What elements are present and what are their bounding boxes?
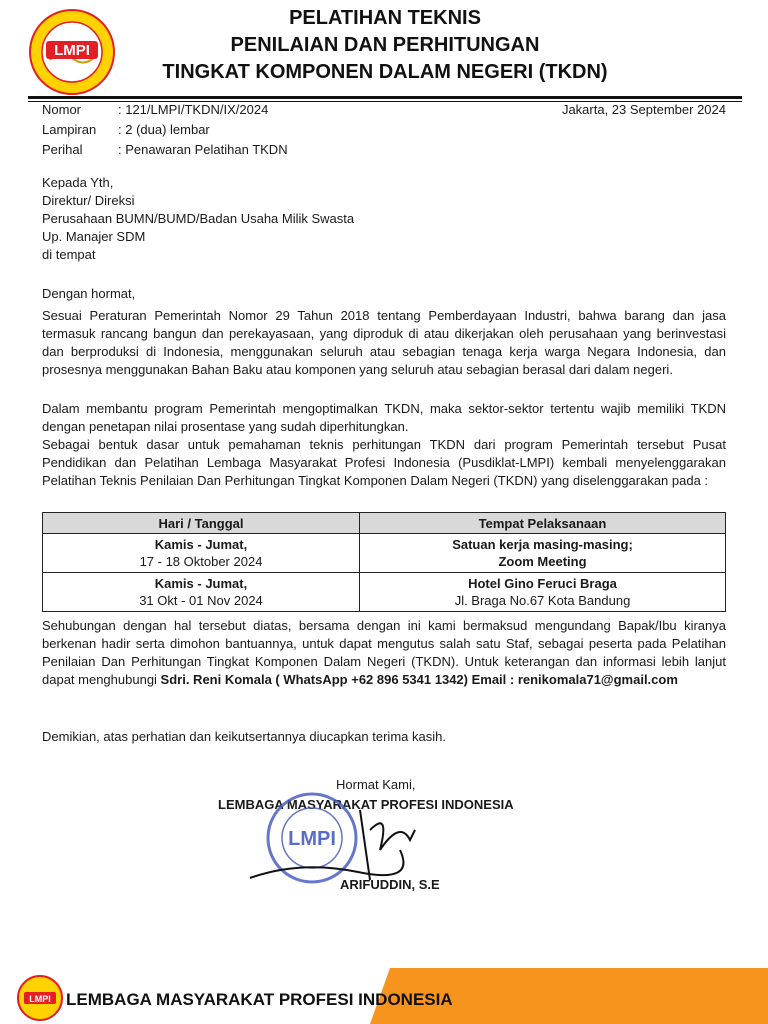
recipient-line: di tempat [42,247,96,262]
body-paragraph-2: Dalam membantu program Pemerintah mengoptimalkan TKDN, maka sektor-sektor tertentu wajib memiliki TKDN dengan penetapan nilai prosentase yang sudah diperhitungkan. [42,401,726,434]
date-text: 17 - 18 Oktober 2024 [139,554,263,569]
letter-meta [42,100,288,160]
recipient-line: Perusahaan BUMN/BUMD/Badan Usaha Milik Swasta [42,211,355,226]
header-rule [28,96,742,99]
signature-org: LEMBAGA MASYARAKAT PROFESI INDONESIA [218,797,514,812]
table-header-row [43,513,726,534]
perihal-value: : Penawaran Pelatihan TKDN [118,142,288,157]
place-text: Zoom Meeting [498,554,587,569]
recipient-line: Up. Manajer SDM [42,229,146,244]
lampiran-label: Lampiran [42,122,97,137]
table-row [43,573,726,612]
header-date: Hari / Tanggal [43,513,360,534]
day-text: Kamis - Jumat, [154,576,248,591]
stamp-text: LMPI [288,828,336,850]
footer-org: LEMBAGA MASYARAKAT PROFESI INDONESIA [66,990,453,1009]
place-text: Hotel Gino Feruci Braga [468,576,617,591]
perihal-label: Perihal [42,142,83,157]
recipient-block [42,174,354,264]
date-cell [43,573,360,612]
recipient-line: Kepada Yth, [42,175,114,190]
place-date: Jakarta, 23 September 2024 [561,102,726,117]
lmpi-logo [26,8,118,96]
contact-info: Sdri. Reni Komala ( WhatsApp +62 896 5341 1342) Email : renikomala71@gmail.com [160,672,678,687]
place-cell [360,573,726,612]
date-text: 31 Okt - 01 Nov 2024 [139,593,263,608]
logo-text: LMPI [54,42,90,59]
nomor-label: Nomor [42,102,82,117]
day-text: Kamis - Jumat, [154,537,248,552]
title-line-2: PENILAIAN DAN PERHITUNGAN [230,34,540,56]
recipient-line: Direktur/ Direksi [42,193,135,208]
footer-logo-text: LMPI [29,994,51,1004]
place-text: Satuan kerja masing-masing; [452,537,633,552]
title-line-1: PELATIHAN TEKNIS [289,7,481,29]
lampiran-value: : 2 (dua) lembar [118,122,210,137]
table-row [43,534,726,573]
date-cell [43,534,360,573]
signer-name: ARIFUDDIN, S.E [340,877,440,892]
place-cell [360,534,726,573]
header-place: Tempat Pelaksanaan [360,513,726,534]
body-paragraph-3: Sebagai bentuk dasar untuk pemahaman teknis perhitungan TKDN dari program Pemerintah tersebut Pusat Pendidikan dan Pelatihan Lembaga Masyarakat Profesi Indonesia (Pusdiklat-LMPI) kembali menyelenggarakan Pelatihan Teknis Penilaian Dan Perhitungan Tingkat Komponen Dalam Negeri (TKDN) yang diselenggarakan pada : [42,437,726,488]
thanks-text: Demikian, atas perhatian dan keikutsertannya diucapkan terima kasih. [42,729,446,744]
footer-banner [0,968,768,1024]
body-paragraph-1: Sesuai Peraturan Pemerintah Nomor 29 Tahun 2018 tentang Pemberdayaan Industri, bahwa barang dan jasa termasuk rancang bangun dan perekayasaan, yang diproduk di atau dikerjakan oleh perusahaan yang berinvestasi dan berproduksi di Indonesia, menggunakan seluruh atau sebagian tenaga kerja warga Negara Indonesia, dan prosesnya menggunakan Bahan Baku atau komponen yang seluruh atau sebagian berasal dari dalam negeri. [42,308,726,377]
nomor-value: : 121/LMPI/TKDN/IX/2024 [118,102,269,117]
schedule-table [42,512,726,612]
regards-text: Hormat Kami, [336,777,416,792]
closing-paragraph [42,617,726,689]
greeting: Dengan hormat, [42,286,136,301]
place-text: Jl. Braga No.67 Kota Bandung [454,593,631,608]
closing-text: Sehubungan dengan hal tersebut diatas, bersama dengan ini kami bermaksud mengundang Bapak/Ibu kiranya berkenan hadir serta dimohon bantuannya, untuk dapat mengutus salah satu Staf, sebagai peserta pada Pelatihan Penilaian Dan Perhitungan Tingkat Komponen Dalam Negeri (TKDN). Untuk keterangan dan informasi lebih lanjut dapat menghubungi [42,618,726,687]
title-line-3: TINGKAT KOMPONEN DALAM NEGERI (TKDN) [162,61,608,83]
